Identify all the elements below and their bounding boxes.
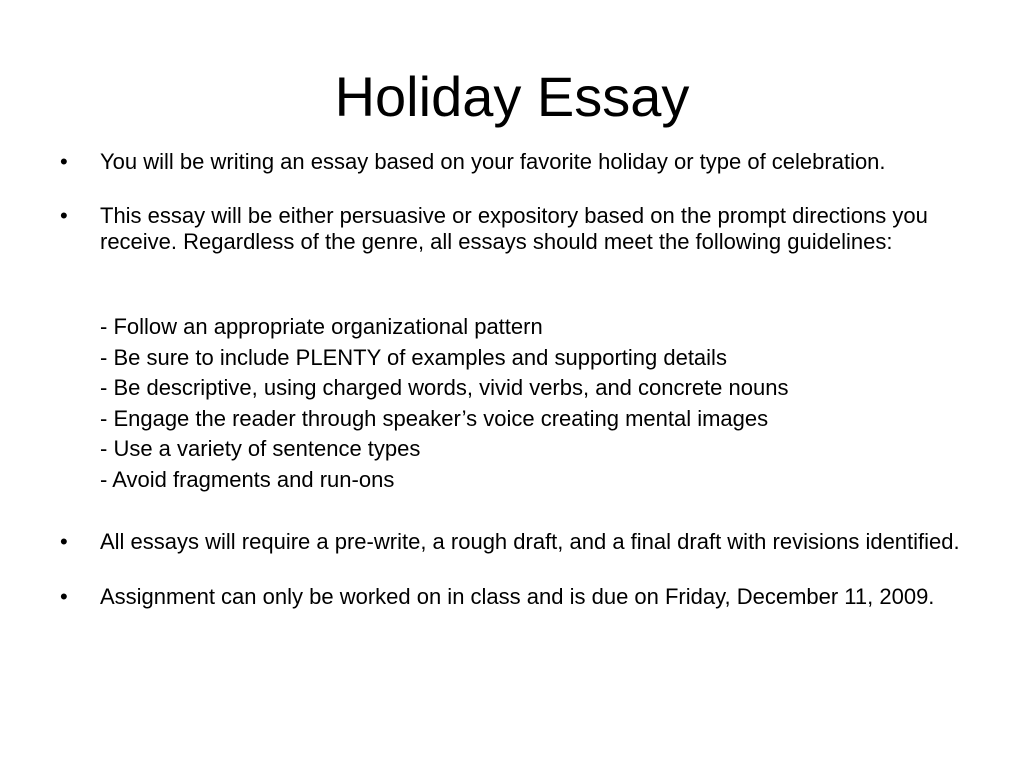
- bullet-dot: •: [60, 149, 68, 174]
- guideline-item: - Avoid fragments and run-ons: [100, 467, 395, 492]
- guideline-item: - Be descriptive, using charged words, vivid verbs, and concrete nouns: [100, 375, 789, 400]
- bullet-text: All essays will require a pre-write, a rough draft, and a final draft with revisions identified.: [100, 529, 960, 554]
- bullet-dot: •: [60, 584, 68, 609]
- bullet-item: [60, 149, 980, 205]
- guideline-item: - Use a variety of sentence types: [100, 436, 421, 461]
- bullet-text: You will be writing an essay based on your favorite holiday or type of celebration.: [100, 149, 886, 174]
- bullet-dot: •: [60, 203, 68, 228]
- guideline-item: - Be sure to include PLENTY of examples and supporting details: [100, 345, 727, 370]
- bullet-text: Assignment can only be worked on in class and is due on Friday, December 11, 2009.: [100, 584, 935, 609]
- bullet-item: [60, 529, 980, 585]
- bullet-item: [60, 203, 980, 285]
- bullet-dot: •: [60, 529, 68, 554]
- bullet-text: This essay will be either persuasive or expository based on the prompt directions you receive. Regardless of the genre, all essays should meet the following guidelines:: [100, 203, 928, 254]
- bullet-item: [60, 584, 980, 640]
- guideline-item: - Follow an appropriate organizational pattern: [100, 314, 543, 339]
- slide-title: Holiday Essay: [334, 65, 690, 128]
- guideline-item: - Engage the reader through speaker’s voice creating mental images: [100, 406, 769, 431]
